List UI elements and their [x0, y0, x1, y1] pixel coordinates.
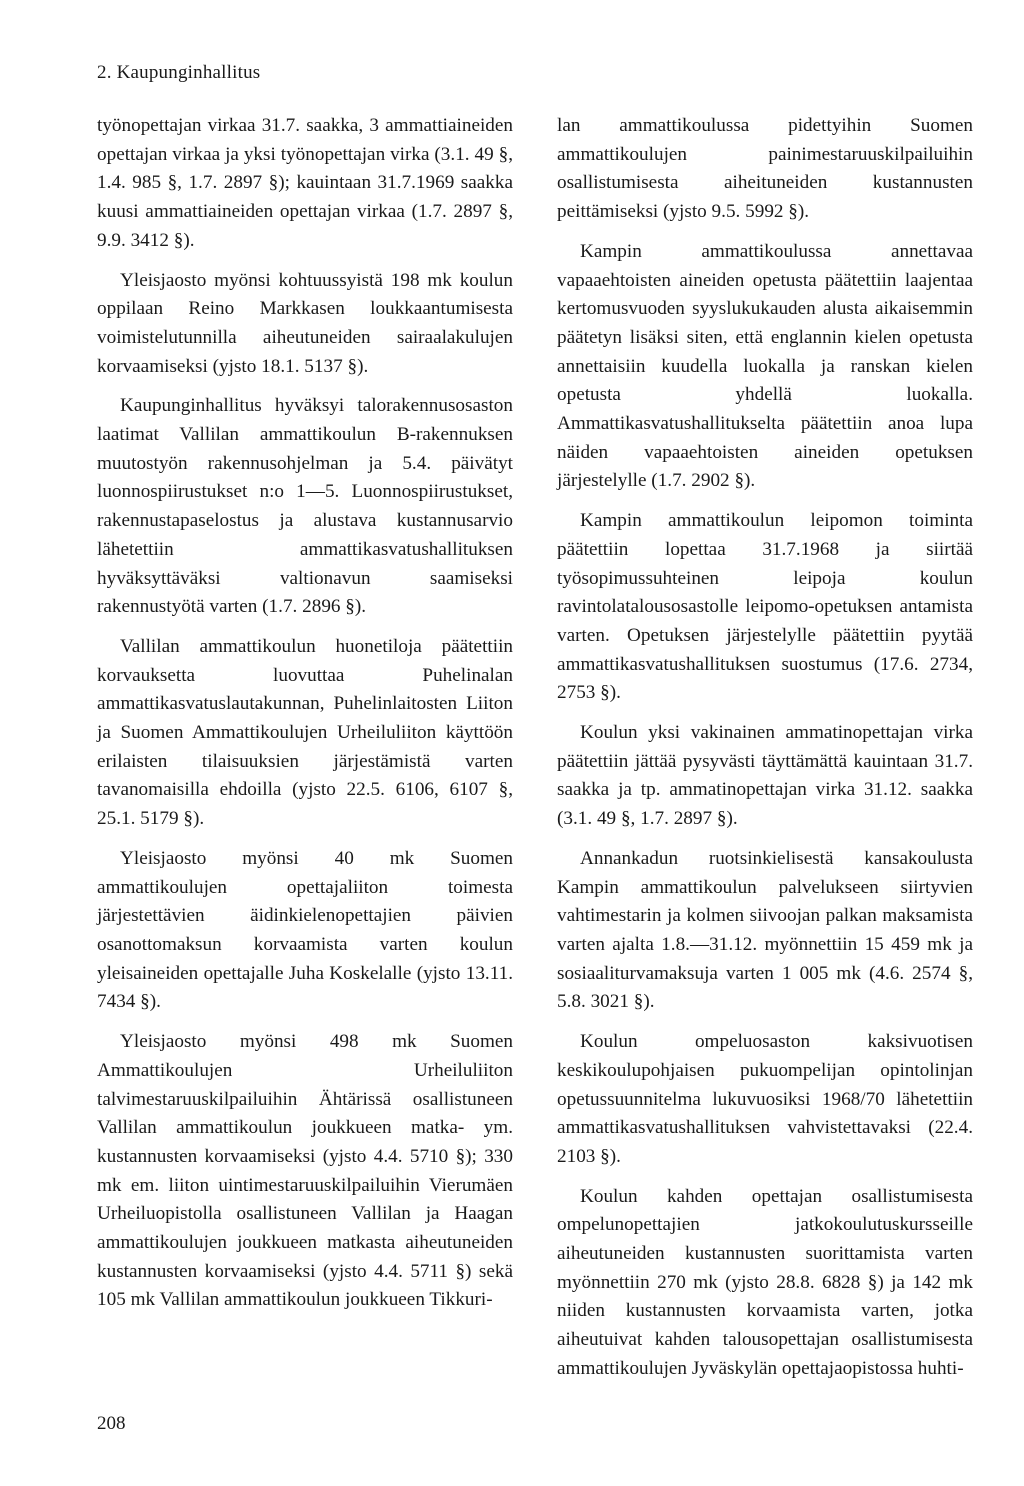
paragraph: Kampin ammattikoulun leipomon toiminta päätettiin lopettaa 31.7.1968 ja siirtää työsopimussuhteinen leipoja koulun ravintolatalousosastolle leipomo-opetuksen antamista varten. Opetuksen järjestelylle päätettiin pyytää ammattikasvatushallituksen suostumus (17.6. 2734, 2753 §). — [557, 510, 973, 704]
paragraph: Koulun ompeluosaston kaksivuotisen keskikoulupohjaisen pukuompelijan opintolinjan opetussuunnitelma lukuvuosiksi 1968/70 lähetettiin ammattikasvatushallituksen vahvistettavaksi (22.4. 2103 §). — [557, 1031, 973, 1167]
right-column — [557, 112, 973, 1384]
paragraph: Kaupunginhallitus hyväksyi talorakennusosaston laatimat Vallilan ammattikoulun B-rakennuksen muutostyön rakennusohjelman ja 5.4. päivätyt luonnospiirustukset n:o 1—5. Luonnospiirustukset, rakennustapaselostus ja alustava kustannusarvio lähetettiin ammattikasvatushallituksen hyväksyttäväksi valtionavun saamiseksi rakennustyötä varten (1.7. 2896 §). — [97, 395, 513, 618]
paragraph: Vallilan ammattikoulun huonetiloja päätettiin korvauksetta luovuttaa Puhelinalan ammattikasvatuslautakunnan, Puhelinlaitosten Liiton ja Suomen Ammattikoulujen Urheiluliiton käyttöön erilaisten tilaisuuksien järjestämistä varten tavanomaisilla ehdoilla (yjsto 22.5. 6106, 6107 §, 25.1. 5179 §). — [97, 635, 513, 830]
left-column — [97, 112, 513, 1315]
paragraph-continued: työnopettajan virkaa 31.7. saakka, 3 ammattiaineiden opettajan virkaa ja yksi työnopettajan virka (3.1. 49 §, 1.4. 985 §, 1.7. 2897 §); kauintaan 31.7.1969 saakka kuusi ammattiaineiden opettajan virkaa (1.7. 2897 §, 9.9. 3412 §). — [97, 115, 513, 251]
paragraph: Yleisjaosto myönsi 40 mk Suomen ammattikoulujen opettajaliiton toimesta järjestettävien äidinkielenopettajien päivien osanottomaksun korvaamista varten koulun yleisaineiden opettajalle Juha Koskelalle (yjsto 13.11. 7434 §). — [97, 847, 513, 1013]
running-header: 2. Kaupunginhallitus — [97, 62, 261, 83]
paragraph: Koulun yksi vakinainen ammatinopettajan virka päätettiin jättää pysyvästi täyttämättä kauintaan 31.7. saakka ja tp. ammatinopettajan virka 31.12. saakka (3.1. 49 §, 1.7. 2897 §). — [557, 722, 973, 830]
paragraph: Yleisjaosto myönsi kohtuussyistä 198 mk koulun oppilaan Reino Markkasen loukkaantumisesta voimistelutunnilla aiheutuneiden sairaalakulujen korvaamiseksi (yjsto 18.1. 5137 §). — [97, 269, 513, 377]
page-number: 208 — [97, 1413, 126, 1434]
paragraph-continued: lan ammattikoulussa pidettyihin Suomen ammattikoulujen painimestaruuskilpailuihin osallistumisesta aiheituneiden kustannusten peittämiseksi (yjsto 9.5. 5992 §). — [557, 115, 973, 223]
paragraph: Koulun kahden opettajan osallistumisesta ompelunopettajien jatkokoulutuskursseille aiheutuneiden kustannusten suorittamista varten myönnettiin 270 mk (yjsto 28.8. 6828 §) ja 142 mk niiden kustannusten korvaamista varten, jotka aiheutuivat kahden talousopettajan osallistumisesta ammattikoulujen Jyväskylän opettajaopistossa huhti- — [557, 1185, 973, 1379]
paragraph: Kampin ammattikoulussa annettavaa vapaaehtoisten aineiden opetusta päätettiin laajentaa kertomusvuoden syyslukukauden alusta aikaisemmin päätetyn lisäksi siten, että englannin kielen opetusta annettaisiin kuudella luokalla ja ranskan kielen opetusta yhdellä luokalla. Ammattikasvatushallitukselta päätettiin anoa lupa näiden vapaaehtoisten aineiden opetuksen järjestelylle (1.7. 2902 §). — [557, 240, 973, 492]
paragraph: Yleisjaosto myönsi 498 mk Suomen Ammattikoulujen Urheiluliiton talvimestaruuskilpailuihin Ähtärissä osallistuneen Vallilan ammattikoulun joukkueen matka- ym. kustannusten korvaamiseksi (yjsto 4.4. 5710 §); 330 mk em. liiton uintimestaruuskilpailuihin Vierumäen Urheiluopistolla osallistuneen Vallilan ja Haagan ammattikoulujen joukkueen matkasta aiheutuneiden kustannusten korvaamiseksi (yjsto 4.4. 5711 §) sekä 105 mk Vallilan ammattikoulun joukkueen Tikkuri- — [97, 1031, 513, 1311]
paragraph: Annankadun ruotsinkielisestä kansakoulusta Kampin ammattikoulun palvelukseen siirtyvien vahtimestarin ja kolmen siivoojan palkan maksamista varten ajalta 1.8.—31.12. myönnettiin 15 459 mk ja sosiaaliturvamaksuja varten 1 005 mk (4.6. 2574 §, 5.8. 3021 §). — [557, 847, 973, 1013]
